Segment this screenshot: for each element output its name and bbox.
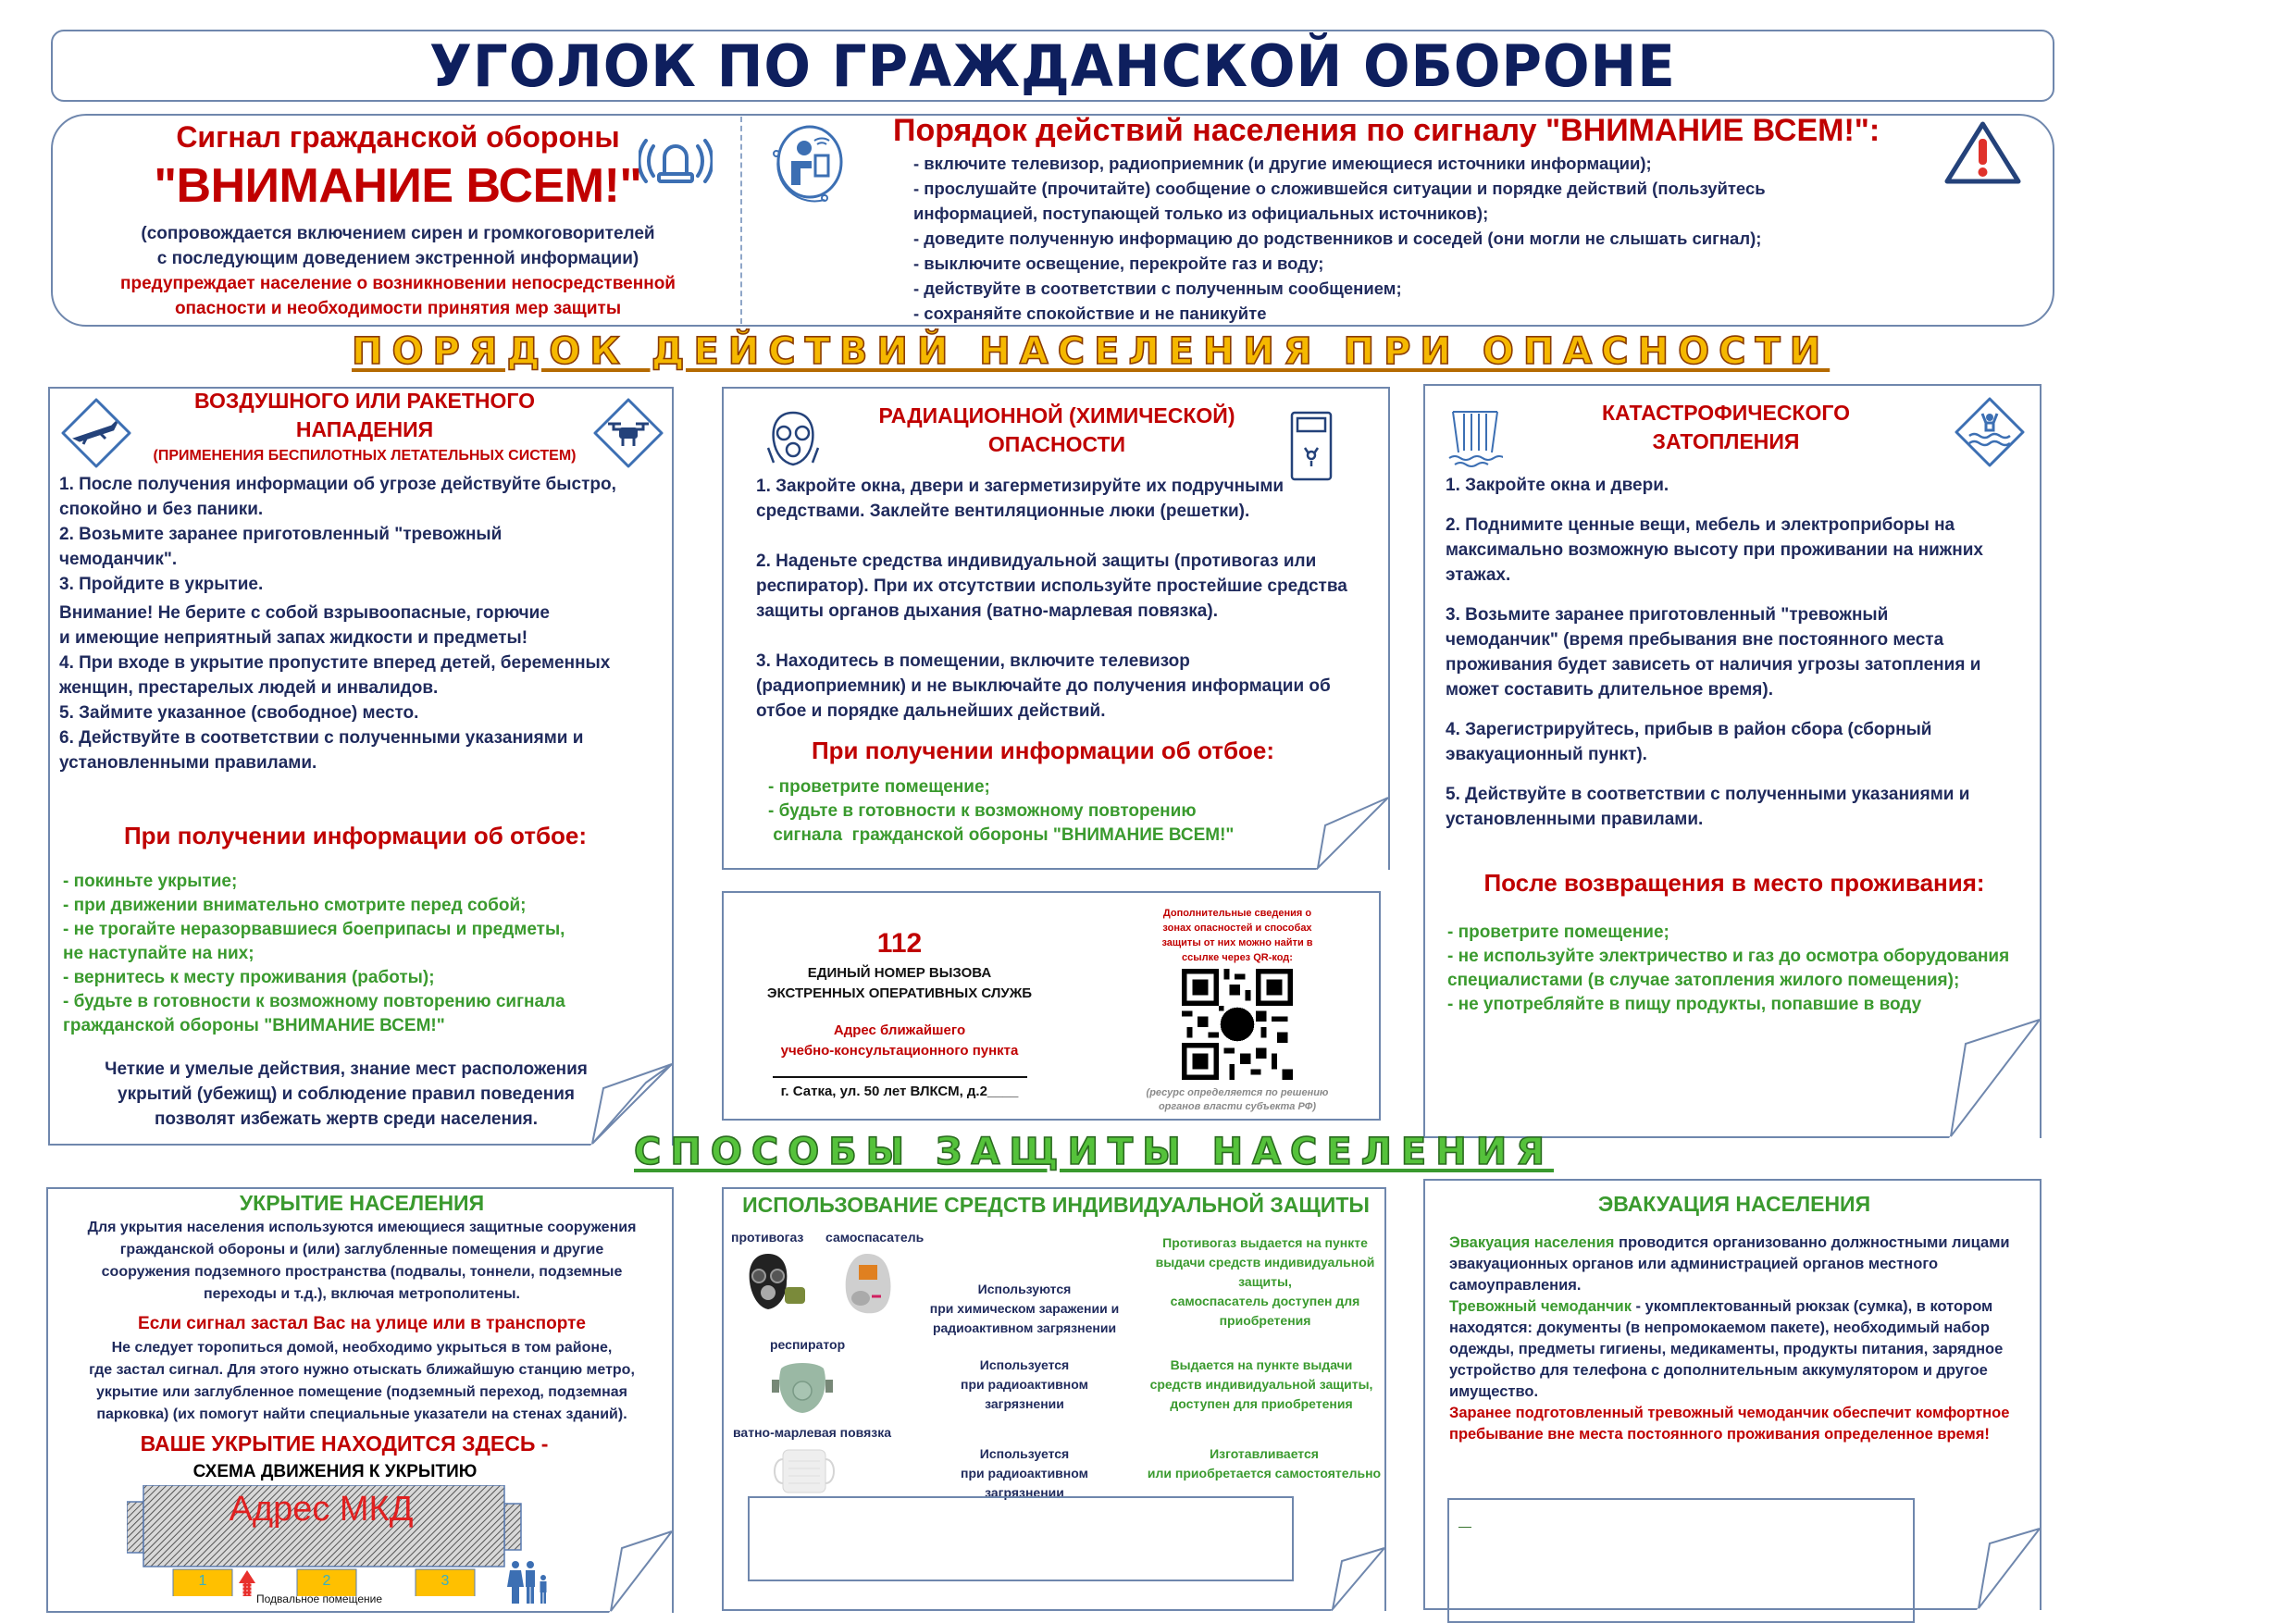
entrance-number: 2	[322, 1573, 331, 1589]
flood-return-list	[1447, 921, 2040, 1017]
step-line: средствами. Заклейте вентиляционные люки (решетки).	[756, 502, 1250, 521]
emergency-label-line: ЕДИНЫЙ НОМЕР ВЫЗОВА	[807, 965, 992, 981]
radiation-steps	[756, 474, 1376, 724]
step-line: 1. Закройте окна и двери.	[1446, 476, 1669, 495]
source-line: приобретения	[1219, 1313, 1311, 1328]
radiation-title	[825, 402, 1288, 459]
allclear-item: - не трогайте неразорвавшиеся боеприпасы и предметы,	[63, 920, 565, 939]
definition: проводится организованно должностными лицами эвакуационных органов или администрацией органов местного самоуправления.	[1449, 1234, 2010, 1294]
action-item: информацией, поступающей только из официальных источников);	[913, 204, 1489, 223]
step-line: спокойно и без паники.	[59, 500, 264, 519]
air-title	[133, 387, 596, 465]
warning-triangle-icon	[1943, 120, 2022, 185]
qr-block	[1112, 906, 1362, 1114]
ppe-source	[1140, 1444, 1388, 1483]
allclear-item: не наступайте на них;	[63, 944, 254, 963]
step-line: этажах.	[1446, 565, 1511, 585]
qr-caption-line: Дополнительные сведения о	[1162, 908, 1312, 919]
signal-description	[74, 118, 722, 321]
ppe-item-label: самоспасатель	[825, 1230, 925, 1245]
emergency-number-block	[724, 928, 1075, 1099]
qr-caption-line: ссылке через QR-код:	[1182, 952, 1293, 963]
qr-note-line: органов власти субъекта РФ)	[1158, 1101, 1317, 1112]
step-line: может составить длительное время).	[1446, 680, 1773, 700]
step-line: максимально возможную высоту при проживании на нижних	[1446, 540, 1983, 560]
flood-steps	[1446, 473, 2029, 832]
radiation-allclear-title: При получении информации об отбое:	[811, 737, 1275, 764]
air-attack-panel	[48, 387, 674, 1146]
usage-line: при химическом заражении и	[929, 1301, 1120, 1316]
entrance-number: 1	[198, 1573, 207, 1589]
text-line: укрытие или заглубленное помещение (подземный переход, подземная	[95, 1384, 628, 1400]
step-line: чемоданчик".	[59, 550, 178, 569]
step-line: 3. Находитесь в помещении, включите телевизор	[756, 651, 1190, 671]
evacuation-paragraph-1	[1449, 1233, 2028, 1296]
source-line: Выдается на пункте выдачи	[1170, 1357, 1353, 1372]
step-line: защиты органов дыхания (ватно-марлевая повязка).	[756, 601, 1218, 621]
step	[1446, 473, 2029, 498]
usage-line: при радиоактивном	[961, 1377, 1088, 1392]
source-line: Изготавливается	[1210, 1446, 1319, 1461]
step-line: проживания будет зависеть от наличия угрозы затопления и	[1446, 655, 1981, 675]
ppe-item-label: ватно-марлевая повязка	[733, 1425, 892, 1440]
action-item: - включите телевизор, радиоприемник (и другие имеющиеся источники информации);	[913, 154, 1652, 173]
text-line: переходы и т.д.), включая метрополитены.	[203, 1286, 520, 1302]
text-line: с последующим доведением экстренной информации)	[156, 249, 639, 268]
step-line: 6. Действуйте в соответствии с полученными указаниями и	[59, 728, 584, 748]
step-line: респиратор). При их отсутствии используйте простейшие средства	[756, 576, 1347, 596]
air-allclear-list	[63, 870, 655, 1038]
address-label-line: учебно-консультационного пункта	[780, 1043, 1019, 1059]
step	[756, 474, 1376, 524]
gauze-bandage-photo	[770, 1446, 839, 1497]
step-line: 4. Зарегистрируйтесь, прибыв в район сбора (сборный	[1446, 720, 1932, 739]
text-line: Для укрытия населения используются имеющиеся защитные сооружения	[87, 1220, 637, 1235]
building-address-label: Адрес МКД	[229, 1490, 414, 1529]
actions-list	[913, 151, 1930, 326]
page-curl	[1977, 1527, 2042, 1610]
shelter-title: УКРЫТИЕ НАСЕЛЕНИЯ	[239, 1191, 485, 1215]
return-item: - не используйте электричество и газ до осмотра оборудования	[1447, 947, 2010, 966]
action-item: - прослушайте (прочитайте) сообщение о сложившейся ситуации и порядке действий (пользуйтесь	[913, 179, 1766, 198]
step	[756, 549, 1376, 624]
building-wing-left	[127, 1502, 143, 1553]
evacuation-notes-box[interactable]	[1447, 1498, 1915, 1623]
person-at-computer-icon	[763, 120, 856, 204]
ppe-source	[1140, 1356, 1383, 1414]
source-line: средств индивидуальной защиты,	[1149, 1377, 1373, 1392]
step-line: 4. При входе в укрытие пропустите вперед детей, беременных	[59, 653, 611, 673]
ppe-item-label: респиратор	[770, 1337, 846, 1352]
usage-line: радиоактивном загрязнении	[932, 1320, 1117, 1335]
building-wing-right	[504, 1504, 521, 1550]
ppe-notes-box[interactable]	[748, 1496, 1294, 1581]
text-line: парковка) (их помогут найти специальные указатели на стенах зданий).	[96, 1406, 627, 1422]
allclear-item: - будьте в готовности к возможному повторению сигнала	[63, 992, 565, 1011]
panel-title-line: РАДИАЦИОННОЙ (ХИМИЧЕСКОЙ)	[878, 403, 1235, 427]
allclear-item: - проветрите помещение;	[768, 777, 990, 797]
entrance-number: 3	[441, 1573, 450, 1589]
signal-actions	[893, 113, 1930, 326]
panel-title-line: ОПАСНОСТИ	[987, 432, 1126, 456]
signal-name: "ВНИМАНИЕ ВСЕМ!"	[154, 159, 642, 213]
ppe-usage	[904, 1280, 1145, 1338]
panel-title-line: КАТАСТРОФИЧЕСКОГО	[1602, 401, 1850, 425]
step	[756, 649, 1376, 724]
step-line: установленными правилами.	[1446, 810, 1704, 829]
air-footer	[50, 1057, 642, 1132]
step-line: 2. Поднимите ценные вещи, мебель и электроприборы на	[1446, 515, 1955, 535]
source-line: выдачи средств индивидуальной	[1155, 1255, 1375, 1270]
gas-mask-photo	[740, 1250, 814, 1315]
evacuation-text	[1449, 1233, 2028, 1445]
address-underline	[773, 1076, 1027, 1078]
step-line: 5. Действуйте в соответствии с полученными указаниями и	[1446, 785, 1970, 804]
allclear-item: - будьте в готовности к возможному повторению	[768, 801, 1197, 821]
footer-line: Четкие и умелые действия, знание мест расположения	[105, 1059, 588, 1079]
step-line: 1. После получения информации об угрозе действуйте быстро,	[59, 475, 616, 494]
evacuation-paragraph-3: Заранее подготовленный тревожный чемоданчик обеспечит комфортное пребывание вне места постоянного проживания определенное время!	[1449, 1405, 2010, 1443]
evacuation-paragraph-2	[1449, 1296, 2028, 1403]
source-line: доступен для приобретения	[1170, 1396, 1353, 1411]
ppe-usage	[909, 1444, 1140, 1503]
emergency-label-line: ЭКСТРЕННЫХ ОПЕРАТИВНЫХ СЛУЖБ	[766, 985, 1033, 1001]
siren-icon	[639, 128, 713, 192]
definition: - укомплектованный рюкзак (сумка), в котором находятся: документы (в непромокаемом пакете), необходимый набор одежды, предметы гигиены, медикаменты, продукты питания, зарядное устройство для телефона с дополнительным аккумулятором и другое имущество.	[1449, 1298, 2004, 1400]
usage-line: загрязнении	[985, 1396, 1064, 1411]
self-rescuer-photo	[835, 1250, 900, 1317]
step	[1446, 782, 2029, 832]
page-curl	[1949, 1018, 2042, 1138]
drowning-sign-icon	[1953, 395, 2027, 469]
air-warning-line: и имеющие неприятный запах жидкости и предметы!	[59, 628, 528, 648]
danger-section-heading: ПОРЯДОК ДЕЙСТВИЙ НАСЕЛЕНИЯ ПРИ ОПАСНОСТИ	[352, 330, 1831, 373]
return-item: - проветрите помещение;	[1447, 923, 1669, 942]
address-label-line: Адрес ближайшего	[833, 1022, 966, 1038]
radiation-allclear-list	[768, 775, 1323, 848]
qr-caption-line: защиты от них можно найти в	[1161, 937, 1313, 948]
notes-placeholder: —	[1458, 1518, 1471, 1533]
flood-return-title: После возвращения в место проживания:	[1483, 869, 1985, 897]
action-item: - сохраняйте спокойствие и не паникуйте	[913, 304, 1267, 323]
ppe-usage	[909, 1356, 1140, 1414]
text-line: предупреждает население о возникновении непосредственной	[120, 274, 676, 293]
step	[1446, 602, 2029, 702]
text-line: Не следует торопиться домой, необходимо укрыться в том районе,	[111, 1340, 613, 1356]
signal-accompaniment	[74, 221, 722, 271]
page-curl	[1331, 1546, 1386, 1611]
airplane-sign-icon	[59, 396, 133, 470]
usage-line: Используется	[979, 1357, 1070, 1372]
signal-heading: Сигнал гражданской обороны	[176, 120, 620, 154]
step-line: отбое и порядке дальнейших действий.	[756, 701, 1106, 721]
term: Эвакуация населения	[1449, 1234, 1615, 1251]
scheme-title: СХЕМА ДВИЖЕНИЯ К УКРЫТИЮ	[192, 1462, 478, 1481]
dam-icon	[1447, 404, 1503, 469]
step-line: 2. Возьмите заранее приготовленный "тревожный	[59, 525, 503, 544]
shelter-location-title: ВАШЕ УКРЫТИЕ НАХОДИТСЯ ЗДЕСЬ -	[140, 1431, 549, 1456]
return-item: - не употребляйте в пищу продукты, попавшие в воду	[1447, 995, 1922, 1014]
qr-note-line: (ресурс определяется по решению	[1146, 1087, 1329, 1098]
shelter-text	[48, 1217, 676, 1426]
flood-title	[1508, 399, 1943, 456]
step-line: 2. Наденьте средства индивидуальной защиты (противогаз или	[756, 551, 1317, 571]
panel-title-line: НАПАДЕНИЯ	[295, 417, 434, 441]
qr-code[interactable]	[1182, 969, 1293, 1080]
text-line: сооружения подземного пространства (подвалы, тоннели, подземные	[101, 1264, 623, 1280]
air-steps	[59, 472, 661, 775]
actions-title: Порядок действий населения по сигналу "ВНИМАНИЕ ВСЕМ!":	[893, 113, 1880, 148]
page-curl	[1316, 796, 1390, 870]
footer-line: позволят избежать жертв среди населения.	[154, 1109, 539, 1129]
usage-line: загрязнении	[985, 1485, 1064, 1500]
action-item: - выключите освещение, перекройте газ и воду;	[913, 254, 1324, 273]
step-line: установленными правилами.	[59, 753, 317, 773]
step-line: чемоданчик" (время пребывания вне постоянного места	[1446, 630, 1944, 650]
drone-sign-icon	[591, 396, 665, 470]
usage-line: при радиоактивном	[961, 1466, 1088, 1481]
source-line: самоспасатель доступен для	[1170, 1294, 1360, 1308]
source-line: защиты,	[1238, 1274, 1292, 1289]
step-line: эвакуационный пункт).	[1446, 745, 1647, 764]
text-line: опасности и необходимости принятия мер защиты	[174, 299, 622, 318]
panel-title-line: ЗАТОПЛЕНИЯ	[1652, 429, 1800, 453]
step	[1446, 717, 2029, 767]
text-line: где застал сигнал. Для этого нужно отыскать ближайшую станцию метро,	[89, 1362, 635, 1378]
footer-line: укрытий (убежищ) и соблюдение правил поведения	[118, 1084, 575, 1104]
ppe-item-label: противогаз	[731, 1230, 804, 1245]
step-line: женщин, престарелых людей и инвалидов.	[59, 678, 439, 698]
family-icon	[506, 1559, 552, 1605]
allclear-item: - при движении внимательно смотрите перед собой;	[63, 896, 527, 915]
step-line: (радиоприемник) и не выключайте до получения информации об	[756, 676, 1331, 696]
usage-line: Используются	[977, 1282, 1072, 1296]
emergency-info-panel	[722, 891, 1381, 1121]
allclear-item: - вернитесь к месту проживания (работы);	[63, 968, 435, 987]
step-line: 1. Закройте окна, двери и загерметизируйте их подручными	[756, 477, 1285, 496]
title-bar	[51, 30, 2054, 102]
step	[1446, 513, 2029, 588]
source-line: или приобретается самостоятельно	[1147, 1466, 1382, 1481]
allclear-item: сигнала гражданской обороны "ВНИМАНИЕ ВСЕМ!"	[768, 825, 1235, 845]
step-line: 3. Пройдите в укрытие.	[59, 575, 264, 594]
ppe-panel	[722, 1187, 1386, 1611]
evacuation-panel	[1423, 1179, 2042, 1610]
allclear-item: - покиньте укрытие;	[63, 872, 238, 891]
dosimeter-icon	[1288, 409, 1334, 483]
respirator-photo	[770, 1359, 835, 1415]
address-value: г. Сатка, ул. 50 лет ВЛКСМ, д.2____	[780, 1084, 1019, 1099]
emergency-number: 112	[876, 928, 923, 959]
route-arrowhead	[239, 1570, 255, 1583]
panel-title-line: ВОЗДУШНОГО ИЛИ РАКЕТНОГО	[193, 389, 535, 413]
air-warning-line: Внимание! Не берите с собой взрывоопасные, горючие	[59, 603, 550, 623]
ppe-title: ИСПОЛЬЗОВАНИЕ СРЕДСТВ ИНДИВИДУАЛЬНОЙ ЗАЩИТЫ	[742, 1193, 1370, 1217]
text-line: (сопровождается включением сирен и громкоговорителей	[141, 224, 655, 243]
source-line: Противогаз выдается на пункте	[1162, 1235, 1368, 1250]
protection-section-heading: СПОСОБЫ ЗАЩИТЫ НАСЕЛЕНИЯ	[634, 1131, 1555, 1173]
term: Тревожный чемоданчик	[1449, 1298, 1632, 1315]
action-item: - действуйте в соответствии с полученным сообщением;	[913, 279, 1402, 298]
signal-warning	[74, 271, 722, 321]
qr-caption-line: зонах опасностей и способах	[1162, 923, 1312, 934]
signal-divider	[740, 117, 742, 324]
air-subtitle: (ПРИМЕНЕНИЯ БЕСПИЛОТНЫХ ЛЕТАТЕЛЬНЫХ СИСТЕМ)	[153, 448, 577, 464]
return-item: специалистами (в случае затопления жилого помещения);	[1447, 971, 1960, 990]
gas-mask-icon	[761, 407, 825, 472]
flood-panel	[1423, 384, 2042, 1138]
radiation-panel	[722, 387, 1390, 870]
air-allclear-title: При получении информации об отбое:	[123, 822, 588, 849]
allclear-item: гражданской обороны "ВНИМАНИЕ ВСЕМ!"	[63, 1016, 445, 1035]
page-title: УГОЛОК ПО ГРАЖДАНСКОЙ ОБОРОНЕ	[429, 31, 1676, 100]
usage-line: Используется	[979, 1446, 1070, 1461]
step-line: 3. Возьмите заранее приготовленный "тревожный	[1446, 605, 1889, 625]
text-line: гражданской обороны и (или) заглубленные помещения и другие	[119, 1242, 604, 1258]
ppe-source	[1149, 1233, 1381, 1331]
step-line: 5. Займите указанное (свободное) место.	[59, 703, 419, 723]
action-item: - доведите полученную информацию до родственников и соседей (они могли не слышать сигнал);	[913, 229, 1762, 248]
basement-label: Подвальное помещение	[256, 1592, 383, 1605]
street-title: Если сигнал застал Вас на улице или в транспорте	[138, 1314, 586, 1333]
evacuation-title: ЭВАКУАЦИЯ НАСЕЛЕНИЯ	[1597, 1192, 1871, 1216]
shelter-panel	[46, 1187, 674, 1613]
page-curl	[609, 1530, 674, 1613]
